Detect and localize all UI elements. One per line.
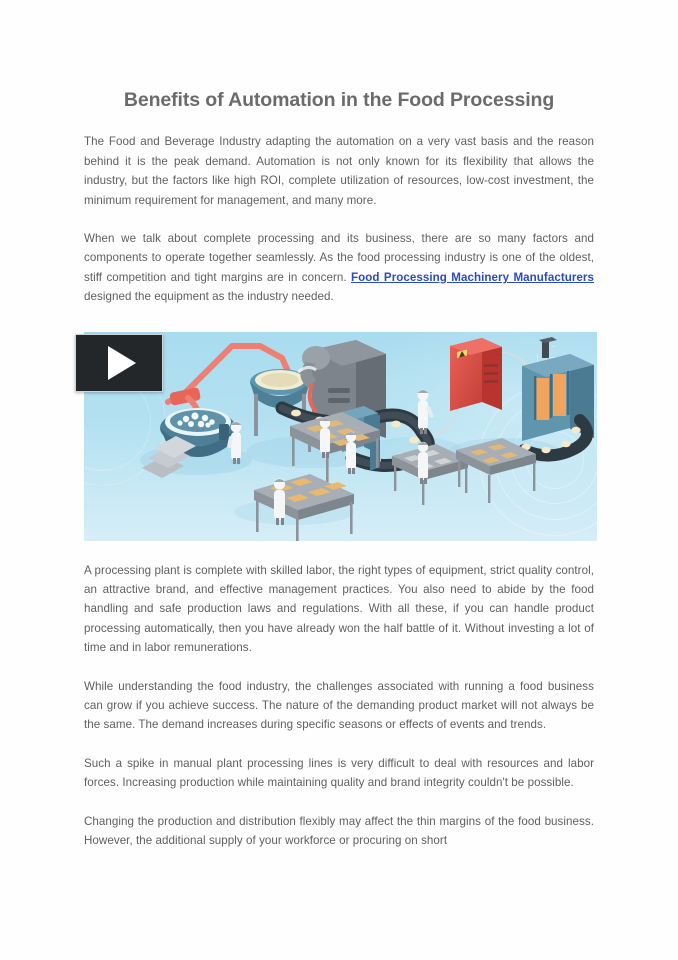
paragraph-6: Changing the production and distribution flexibly may affect the thin margins of the food business. However, the additional supply of your workforce or procuring on short <box>84 814 594 848</box>
video-play-button[interactable] <box>75 334 163 392</box>
paragraph-2 <box>84 229 594 307</box>
worker <box>274 478 285 525</box>
page-title: Benefits of Automation in the Food Processing <box>123 89 555 111</box>
worker <box>346 431 356 473</box>
play-icon <box>108 346 136 380</box>
worker <box>320 417 330 457</box>
paragraph-4: While understanding the food industry, the challenges associated with running a food business can grow if you achieve success. The nature of the demanding product market will not always be the same. The demand increases during specific seasons or effects of events and trends. <box>84 679 594 732</box>
factory-illustration-block <box>84 332 597 541</box>
paragraph-5: Such a spike in manual plant processing lines is very difficult to deal with resources and labor forces. Increasing production while maintaining quality and brand integrity couldn't be possible. <box>84 756 594 790</box>
food-processing-machinery-manufacturers-link[interactable]: Food Processing Machinery Manufacturers <box>351 270 594 284</box>
worker <box>418 441 428 483</box>
paragraph-3: A processing plant is complete with skilled labor, the right types of equipment, strict quality control, an attractive brand, and effective management practices. You also need to abide by the food handling and safe production laws and regulations. With all these, if you can handle product processing automatically, then you have already won the half battle of it. Without investing a lot of time and in labor remunerations. <box>84 563 594 655</box>
paragraph-2-text-after-link: designed the equipment as the industry needed. <box>84 290 334 304</box>
paragraph-2-text-before-link: When we talk about complete processing and its business, there are so many factors and components to operate together seamlessly. As the food processing industry is one of the oldest, stiff competition and tight margins are in concern. <box>84 231 594 284</box>
worker <box>418 389 435 433</box>
paragraph-1: The Food and Beverage Industry adapting the automation on a very vast basis and the reason behind it is the peak demand. Automation is not only known for its flexibility that allows the industry, but the factors like high ROI, complete utilization of resources, low-cost investment, the minimum requirement for management, and many more. <box>84 135 594 207</box>
